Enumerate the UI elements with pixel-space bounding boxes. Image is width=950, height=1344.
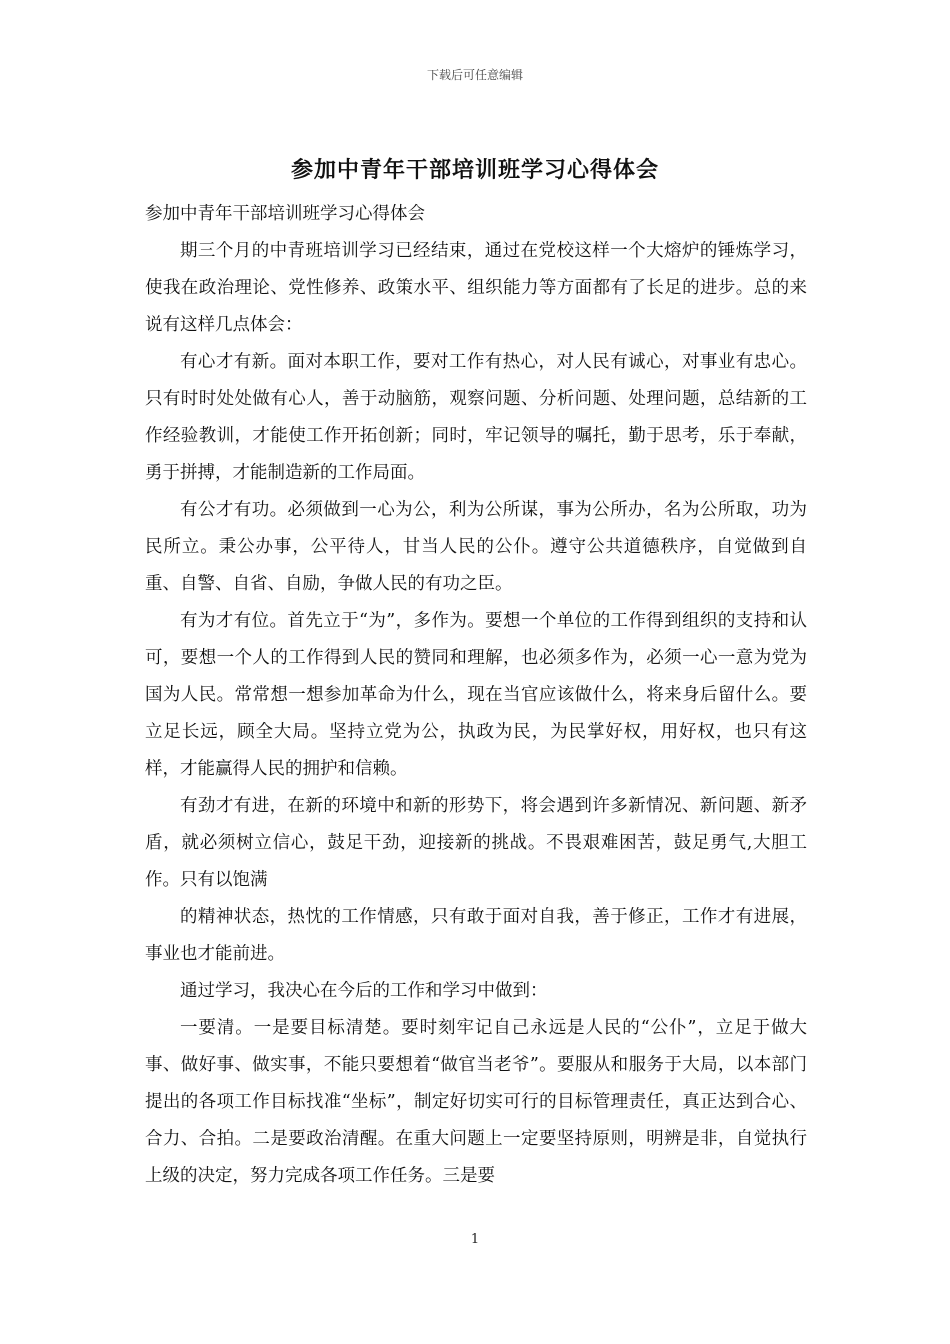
paragraph-heart: 有心才有新。面对本职工作，要对工作有热心，对人民有诚心，对事业有忠心。只有时时处处做有心人，善于动脑筋，观察问题、分析问题、处理问题，总结新的工作经验教训，才能使工作开拓创新；同时，牢记领导的嘱托，勤于思考，乐于奉献，勇于拼搏，才能制造新的工作局面。 bbox=[145, 352, 807, 483]
paragraph-energy: 有劲才有进，在新的环境中和新的形势下，将会遇到许多新情况、新问题、新矛盾，就必须树立信心，鼓足干劲，迎接新的挑战。不畏艰难困苦，鼓足勇气,大胆工作。只有以饱满 bbox=[145, 796, 807, 890]
paragraph-resolution: 通过学习，我决心在今后的工作和学习中做到： bbox=[180, 981, 548, 1001]
paragraph-clarity: 一要清。一是要目标清楚。要时刻牢记自己永远是人民的“公仆”，立足于做大事、做好事、做实事，不能只要想着“做官当老爷”。要服从和服务于大局，以本部门提出的各项工作目标找准“坐标”，制定好切实可行的目标管理责任，真正达到合心、合力、合拍。二是要政治清醒。在重大问题上一定要坚持原则，明辨是非，自觉执行上级的决定，努力完成各项工作任务。三是要 bbox=[145, 1018, 807, 1186]
document-subtitle: 参加中青年干部培训班学习心得体会 bbox=[145, 204, 425, 224]
document-body bbox=[145, 196, 807, 1195]
page-number: 1 bbox=[470, 1232, 480, 1247]
page-header: 下载后可任意编辑 bbox=[426, 68, 523, 82]
paragraph-intro: 期三个月的中青班培训学习已经结束，通过在党校这样一个大熔炉的锤炼学习，使我在政治理论、党性修养、政策水平、组织能力等方面都有了长足的进步。总的来说有这样几点体会： bbox=[145, 241, 807, 335]
paragraph-action: 有为才有位。首先立于“为”，多作为。要想一个单位的工作得到组织的支持和认可，要想一个人的工作得到人民的赞同和理解，也必须多作为，必须一心一意为党为国为人民。常常想一想参加革命为什么，现在当官应该做什么，将来身后留什么。要立足长远，顾全大局。坚持立党为公，执政为民，为民掌好权，用好权，也只有这样，才能赢得人民的拥护和信赖。 bbox=[145, 611, 807, 779]
paragraph-public: 有公才有功。必须做到一心为公，利为公所谋，事为公所办，名为公所取，功为民所立。秉公办事，公平待人，甘当人民的公仆。遵守公共道德秩序，自觉做到自重、自警、自省、自励，争做人民的有功之臣。 bbox=[145, 500, 807, 594]
paragraph-energy-continued: 的精神状态，热忱的工作情感，只有敢于面对自我，善于修正，工作才有进展，事业也才能前进。 bbox=[145, 907, 807, 964]
page-title: 参加中青年干部培训班学习心得体会 bbox=[290, 157, 659, 183]
